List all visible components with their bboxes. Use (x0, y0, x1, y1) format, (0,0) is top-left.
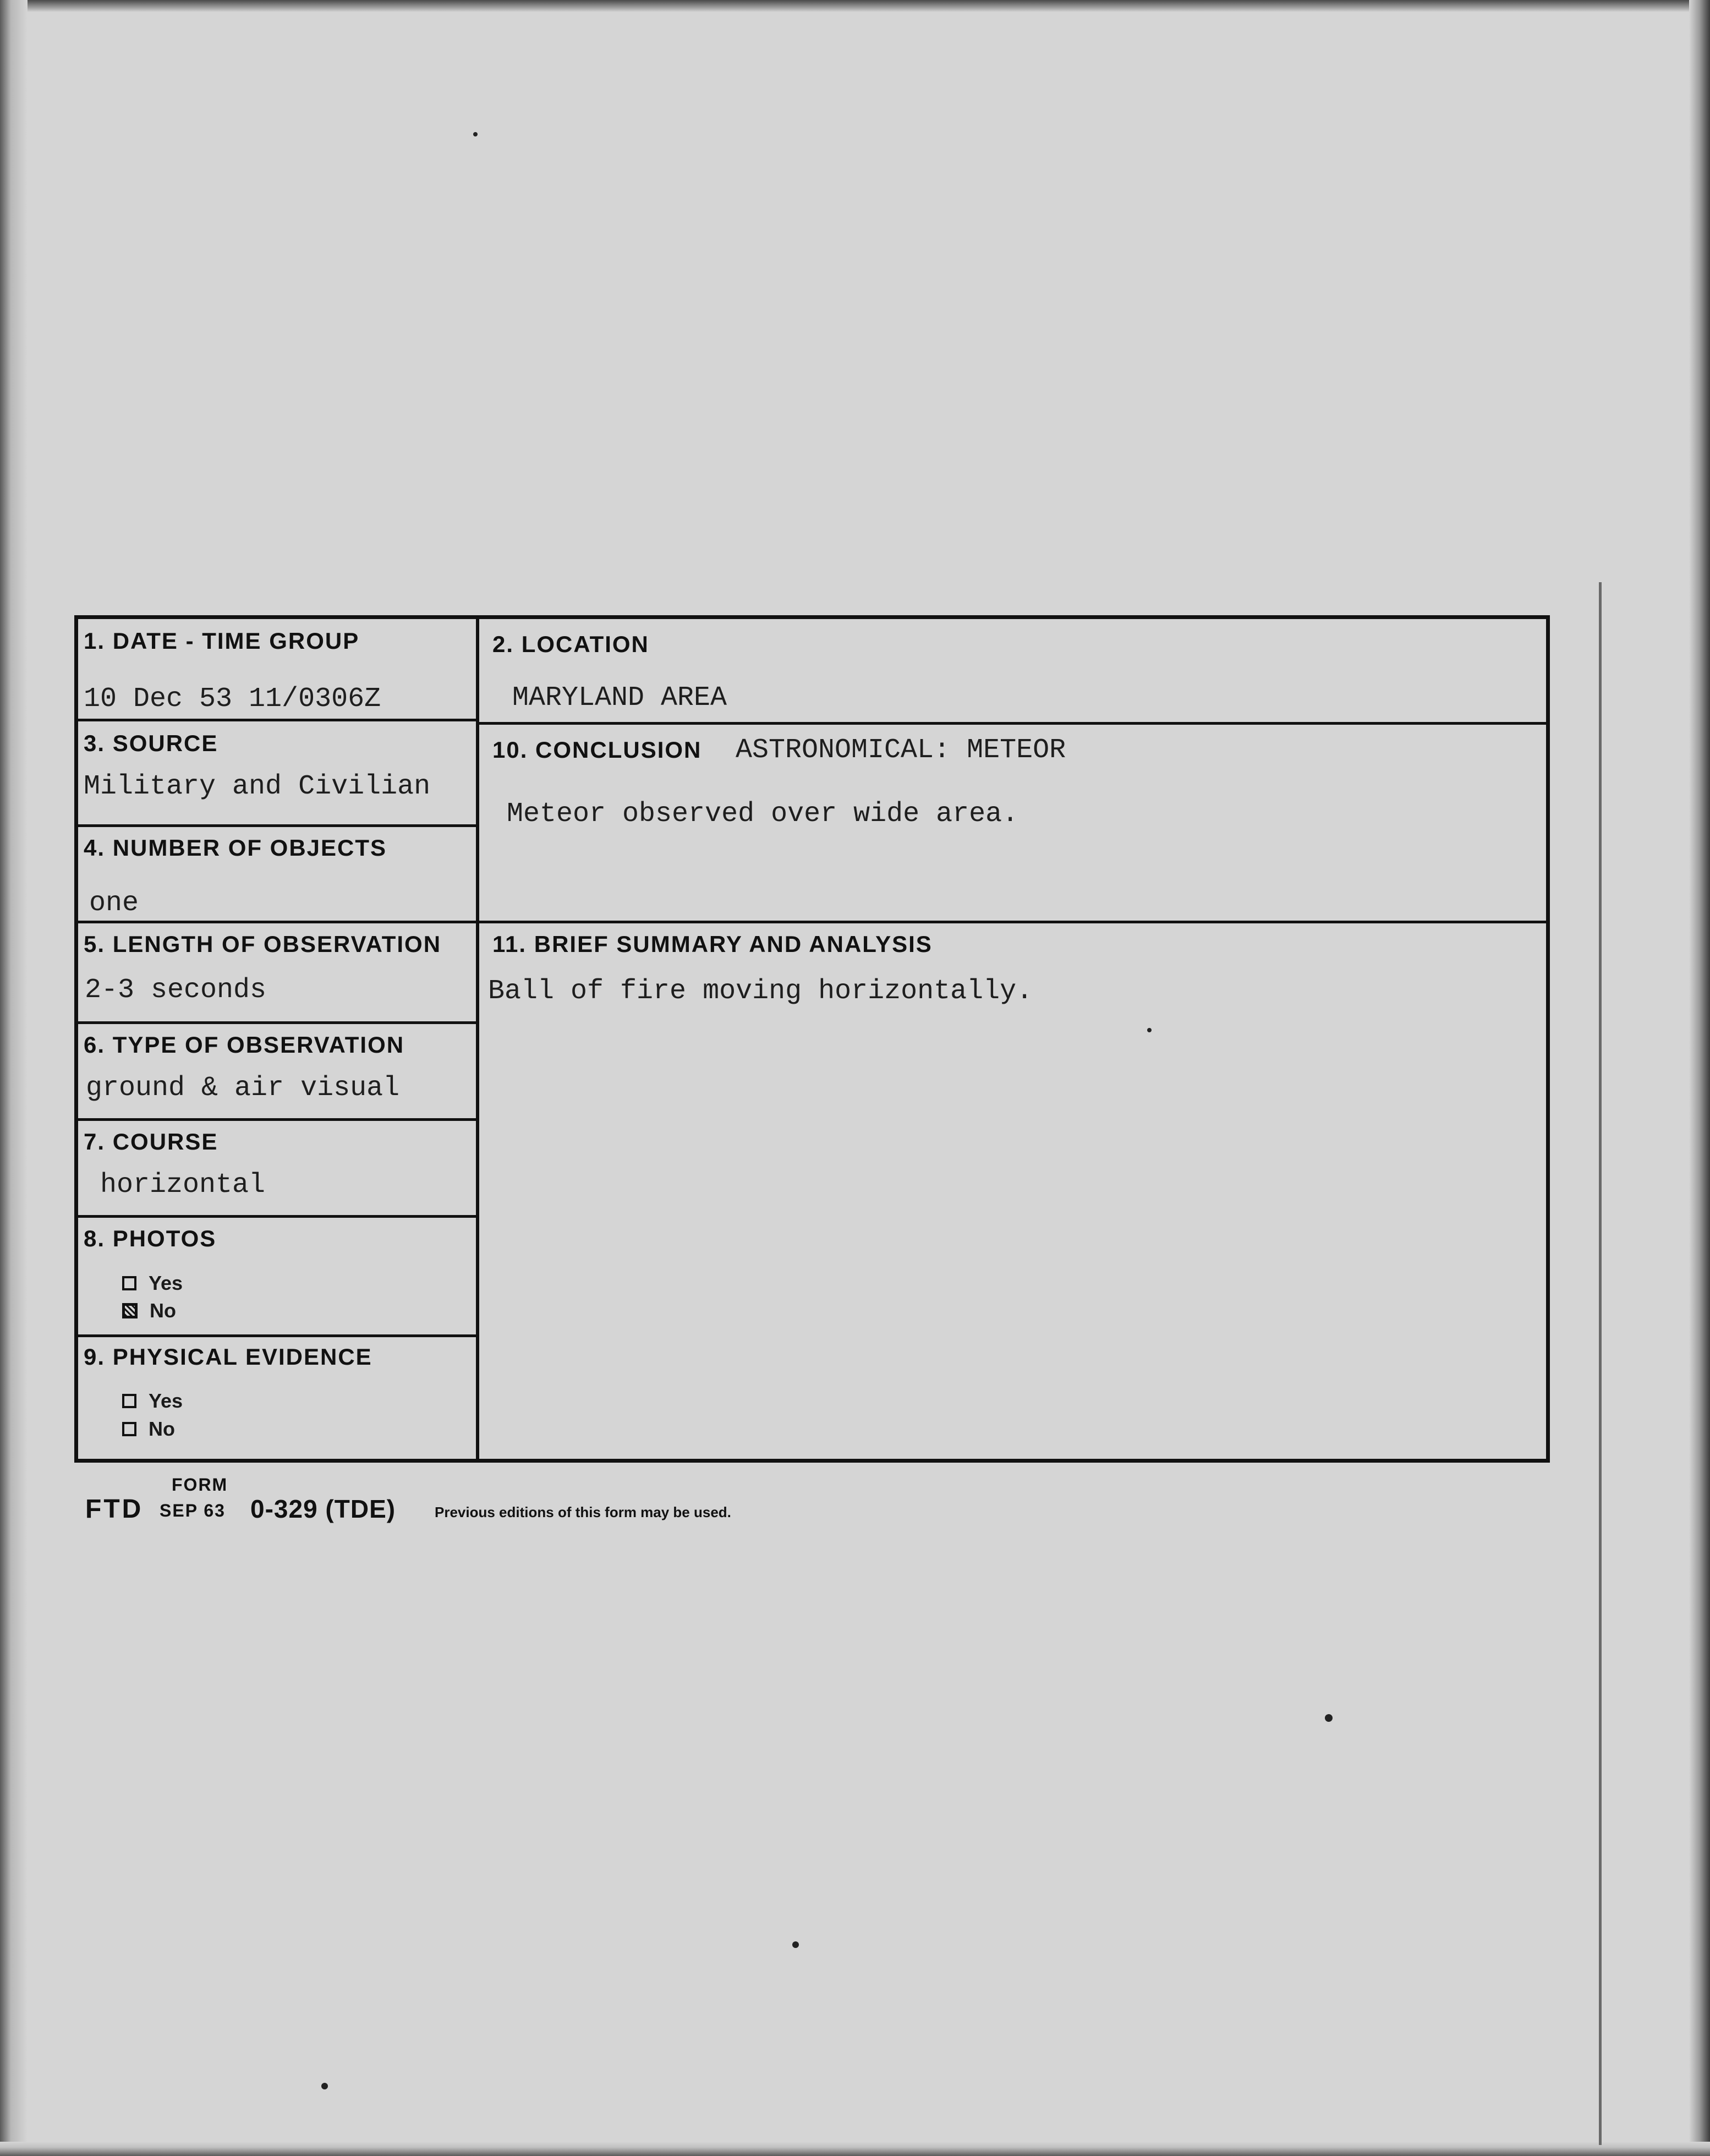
checkbox-icon[interactable] (122, 1422, 136, 1436)
course-label: 7. COURSE (84, 1129, 218, 1154)
footer-form-number: 0-329 (TDE) (250, 1495, 396, 1523)
scan-speck (1325, 1714, 1333, 1722)
scan-speck (321, 2083, 328, 2089)
scan-speck (792, 1941, 799, 1948)
summary-cell (479, 923, 1550, 1459)
date-time-value: 10 Dec 53 11/0306Z (84, 683, 381, 715)
number-of-objects-label: 4. NUMBER OF OBJECTS (84, 835, 387, 861)
scan-edge-top (0, 0, 1710, 12)
number-of-objects-cell (78, 827, 476, 921)
length-of-observation-value: 2-3 seconds (85, 975, 267, 1006)
conclusion-value: ASTRONOMICAL: METEOR (736, 735, 1066, 766)
location-cell (479, 619, 1550, 722)
photos-cell (78, 1218, 476, 1334)
physical-evidence-no-option[interactable] (122, 1418, 175, 1441)
conclusion-cell (479, 725, 1550, 921)
photos-yes-option[interactable] (122, 1272, 183, 1295)
footer-note: Previous editions of this form may be used. (435, 1504, 731, 1520)
physical-evidence-yes-label: Yes (149, 1389, 183, 1412)
date-time-label: 1. DATE - TIME GROUP (84, 628, 360, 654)
summary-label: 11. BRIEF SUMMARY AND ANALYSIS (492, 931, 933, 957)
checkbox-icon[interactable] (122, 1276, 136, 1290)
photos-no-option[interactable] (122, 1299, 176, 1322)
date-time-cell (78, 619, 476, 719)
source-label: 3. SOURCE (84, 730, 218, 756)
scan-artifact-line (1599, 582, 1602, 2145)
physical-evidence-yes-option[interactable] (122, 1389, 183, 1413)
course-value: horizontal (100, 1169, 266, 1201)
report-form (74, 615, 1550, 1463)
type-of-observation-value: ground & air visual (86, 1072, 400, 1104)
physical-evidence-no-label: No (149, 1418, 175, 1440)
scan-speck (473, 132, 478, 136)
number-of-objects-value: one (89, 888, 139, 919)
location-value: MARYLAND AREA (512, 682, 727, 714)
physical-evidence-label: 9. PHYSICAL EVIDENCE (84, 1344, 372, 1370)
photos-yes-label: Yes (149, 1272, 183, 1294)
type-of-observation-label: 6. TYPE OF OBSERVATION (84, 1032, 405, 1058)
scan-edge-bottom (0, 2142, 1710, 2156)
checkbox-icon[interactable] (122, 1394, 136, 1408)
scan-edge-left (0, 0, 28, 2156)
footer-ftd: FTD (85, 1495, 144, 1524)
course-cell (78, 1121, 476, 1215)
type-of-observation-cell (78, 1024, 476, 1118)
photos-label: 8. PHOTOS (84, 1225, 217, 1251)
physical-evidence-cell (78, 1337, 476, 1459)
length-of-observation-cell (78, 923, 476, 1021)
conclusion-label: 10. CONCLUSION (492, 737, 702, 763)
footer-date-code: SEP 63 (160, 1501, 226, 1520)
location-label: 2. LOCATION (492, 631, 649, 657)
photos-no-label: No (150, 1299, 176, 1322)
source-value: Military and Civilian (84, 771, 431, 802)
summary-value: Ball of fire moving horizontally. (488, 976, 1033, 1007)
source-cell (78, 721, 476, 824)
scan-edge-right (1689, 0, 1710, 2156)
conclusion-detail: Meteor observed over wide area. (507, 798, 1019, 830)
footer-form-word: FORM (172, 1475, 228, 1495)
length-of-observation-label: 5. LENGTH OF OBSERVATION (84, 931, 442, 957)
checkbox-checked-icon[interactable] (122, 1303, 138, 1318)
